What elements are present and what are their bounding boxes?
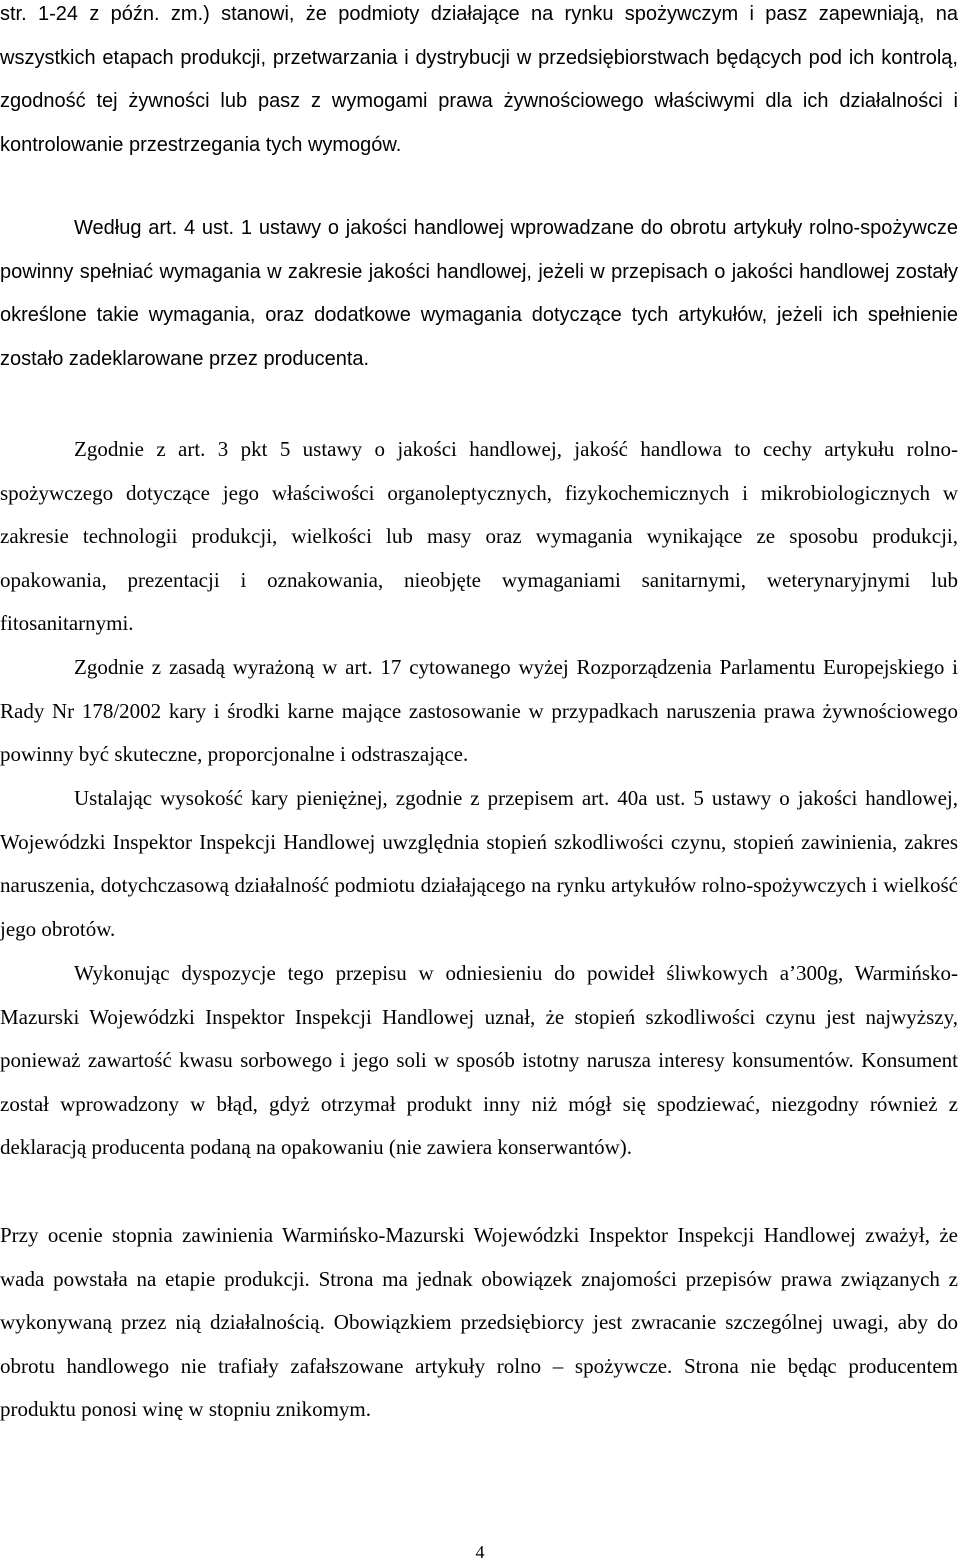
paragraph-art-4: Według art. 4 ust. 1 ustawy o jakości handlowej wprowadzane do obrotu artykuły rolno-spożywcze powinny spełniać wymagania w zakresie jakości handlowej, jeżeli w przepisach o jakości handlowej zostały określone takie wymagania, oraz dodatkowe wymagania dotyczące tych artykułów, jeżeli ich spełnienie zostało zadeklarowane przez producenta. xyxy=(0,217,958,370)
paragraph-szkodliwosc: Wykonując dyspozycje tego przepisu w odniesieniu do powideł śliwkowych a’300g, Warmińsko-Mazurski Wojewódzki Inspektor Inspekcji Handlowej uznał, że stopień szkodliwości czynu jest najwyższy, ponieważ zawartość kwasu sorbowego i jego soli w sposób istotny narusza interesy konsumentów. Konsument został wprowadzony w błąd, gdyż otrzymał produkt inny niż mógł się spodziewać, niezgodny również z deklaracją producenta podaną na opakowaniu (nie zawiera konserwantów). xyxy=(0,961,958,1160)
paragraph-zawinienie: Przy ocenie stopnia zawinienia Warmińsko-Mazurski Wojewódzki Inspektor Inspekcji Handlowej zważył, że wada powstała na etapie produkcji. Strona ma jednak obowiązek znajomości przepisów prawa związanych z wykonywaną przez nią działalnością. Obowiązkiem przedsiębiorcy jest zwracanie szczególnej uwagi, aby do obrotu handlowego nie trafiały zafałszowane artykuły rolno – spożywcze. Strona nie będąc producentem produktu ponosi winę w stopniu znikomym. xyxy=(0,1223,958,1422)
paragraph-continuation: str. 1-24 z późn. zm.) stanowi, że podmioty działające na rynku spożywczym i pasz zapewniają, na wszystkich etapach produkcji, przetwarzania i dystrybucji w przedsiębiorstwach będących pod ich kontrolą, zgodność tej żywności lub pasz z wymogami prawa żywnościowego właściwymi dla ich działalności i kontrolowanie przestrzegania tych wymogów. xyxy=(0,3,958,156)
page-number: 4 xyxy=(475,1542,485,1562)
paragraph-kara: Ustalając wysokość kary pieniężnej, zgodnie z przepisem art. 40a ust. 5 ustawy o jakości handlowej, Wojewódzki Inspektor Inspekcji Handlowej uwzględnia stopień szkodliwości czynu, stopień zawinienia, zakres naruszenia, dotychczasową działalność podmiotu działającego na rynku artykułów rolno-spożywczych i wielkość jego obrotów. xyxy=(0,786,958,941)
paragraph-art-17: Zgodnie z zasadą wyrażoną w art. 17 cytowanego wyżej Rozporządzenia Parlamentu Europejskiego i Rady Nr 178/2002 kary i środki karne mające zastosowanie w przypadkach naruszenia prawa żywnościowego powinny być skuteczne, proporcjonalne i odstraszające. xyxy=(0,655,958,767)
paragraph-art-3: Zgodnie z art. 3 pkt 5 ustawy o jakości handlowej, jakość handlowa to cechy artykułu rolno-spożywczego dotyczące jego właściwości organoleptycznych, fizykochemicznych i mikrobiologicznych w zakresie technologii produkcji, wielkości lub masy oraz wymagania wynikające ze sposobu produkcji, opakowania, prezentacji i oznakowania, nieobjęte wymaganiami sanitarnymi, weterynaryjnymi lub fitosanitarnymi. xyxy=(0,437,958,636)
